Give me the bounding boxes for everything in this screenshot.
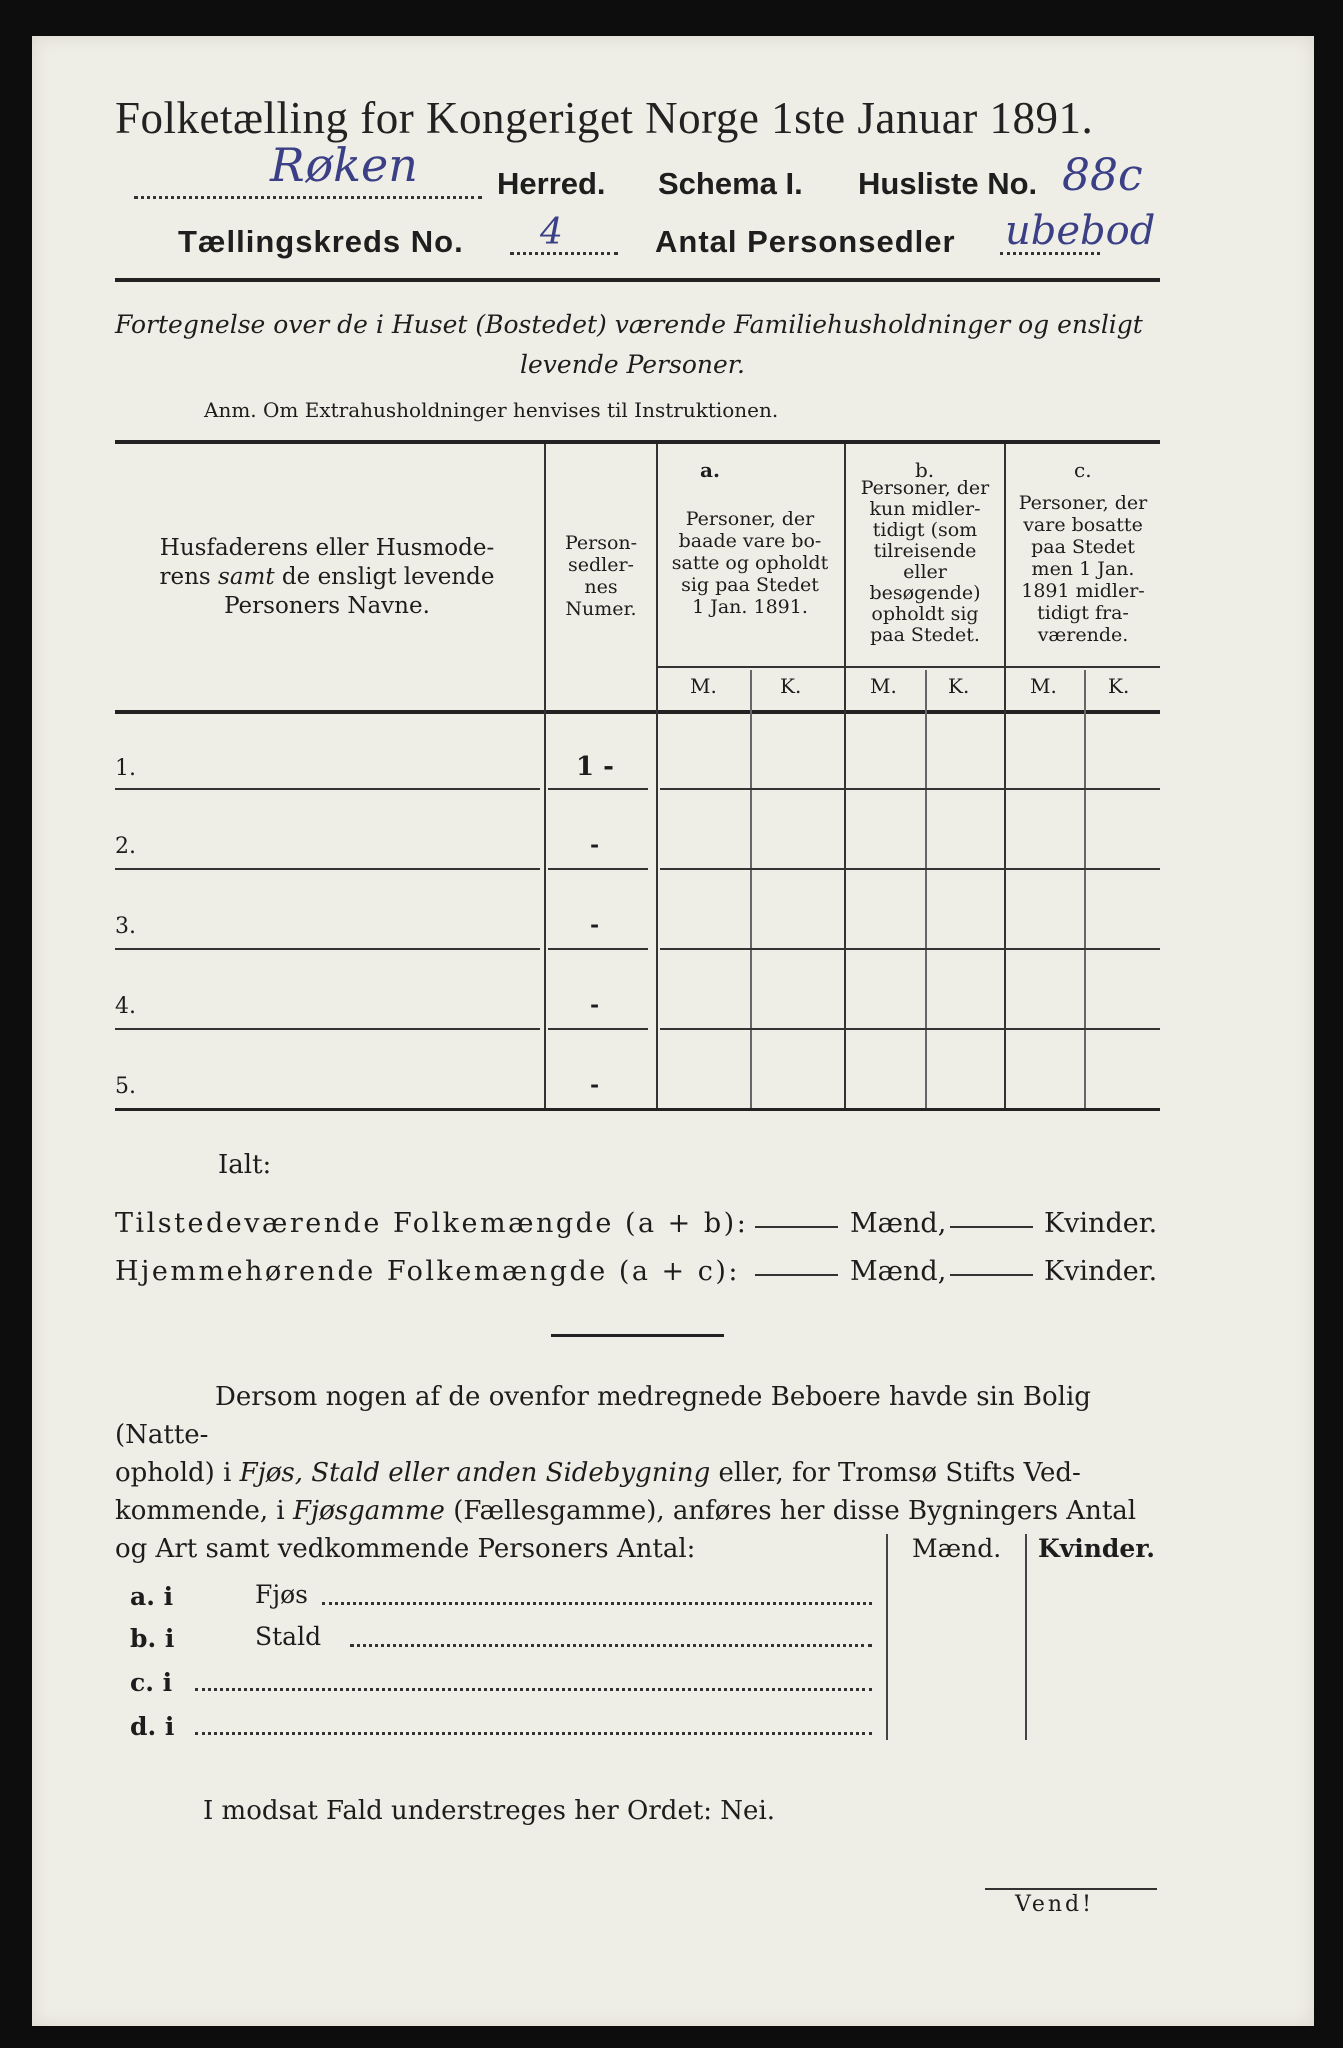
row-4-rule-cols — [660, 1028, 1160, 1030]
row-4-rule-name — [115, 1028, 540, 1030]
building-d-letter: d. i — [130, 1712, 175, 1741]
husliste-handwritten: 88c — [1062, 150, 1143, 201]
form-title: Folketælling for Kongeriget Norge 1ste Januar 1891. — [115, 93, 1094, 143]
col-divider-c-mk — [1084, 670, 1086, 1108]
row-2-value: - — [590, 832, 600, 858]
col-divider-b-mk — [925, 670, 927, 1108]
col-b-letter: b. — [915, 458, 935, 482]
kreds-label: Tællingskreds No. — [178, 224, 464, 259]
kreds-handwritten: 4 — [540, 212, 563, 253]
row-4-value: - — [590, 992, 600, 1018]
buildings-col-maend: Mænd. — [912, 1534, 1002, 1563]
building-a-name: Fjøs — [255, 1580, 308, 1609]
col-header-number — [547, 532, 655, 620]
kreds-dotted-line — [510, 252, 618, 255]
col-num-line: Numer. — [565, 598, 637, 620]
row-1-value: 1 - — [576, 752, 614, 782]
mk-subheader-rule — [656, 666, 1160, 668]
ialt-label: Ialt: — [218, 1150, 272, 1180]
hjemmehorende-label: Hjemmehørende Folkemængde (a + c): — [115, 1256, 740, 1287]
table-bottom-rule — [115, 1108, 1160, 1111]
row-2-rule-num — [548, 868, 648, 870]
col-header-b — [846, 478, 1004, 646]
col-a-line: satte og opholdt — [671, 552, 829, 574]
col-c-line: Personer, der — [1018, 492, 1148, 514]
intro-line2: levende Personer. — [520, 350, 745, 379]
col-divider-a-mk — [750, 670, 752, 1108]
col-b-k: K. — [948, 674, 970, 698]
husliste-label: Husliste No. — [858, 166, 1038, 201]
anm-note: Anm. Om Extrahusholdninger henvises til Instruktionen. — [204, 398, 779, 422]
col-c-line: paa Stedet — [1031, 536, 1135, 558]
col-c-k: K. — [1108, 674, 1130, 698]
col-divider-1 — [544, 444, 546, 1108]
buildings-para-line2: ophold) i Fjøs, Stald eller anden Sidebygning eller, for Tromsø Stifts Ved- — [115, 1458, 1081, 1488]
schema-label: Schema I. — [658, 166, 803, 201]
col-c-line: vare bosatte — [1023, 514, 1143, 536]
col-a-line: sig paa Stedet — [681, 574, 819, 596]
tilstedevaerende-kvinder: Kvinder. — [1044, 1208, 1158, 1239]
col-a-letter: a. — [700, 458, 720, 482]
building-d-dotted-line — [195, 1732, 872, 1735]
hjemmehorende-kvinder-blank — [950, 1274, 1033, 1276]
buildings-col-divider-2 — [1025, 1534, 1027, 1740]
col-b-line: eller — [903, 561, 947, 583]
row-2-rule-name — [115, 868, 540, 870]
row-3-rule-name — [115, 948, 540, 950]
row-3-number: 3. — [115, 914, 136, 939]
herred-label: Herred. — [497, 166, 606, 201]
col-b-line: besøgende) — [869, 582, 981, 604]
col-c-line: men 1 Jan. — [1031, 558, 1135, 580]
hjemmehorende-maend-blank — [755, 1274, 838, 1276]
col-a-line: Personer, der — [685, 508, 815, 530]
col-num-line: sedler- — [568, 554, 634, 576]
building-c-dotted-line — [195, 1688, 872, 1691]
col-header-names-line1: Husfaderens eller Husmode- — [159, 535, 495, 561]
row-3-rule-cols — [660, 948, 1160, 950]
col-header-names — [122, 534, 532, 621]
row-3-value: - — [590, 912, 600, 938]
building-a-letter: a. i — [130, 1582, 174, 1611]
col-b-line: paa Stedet. — [870, 624, 980, 646]
buildings-para-line1: Dersom nogen af de ovenfor medregnede Beboere havde sin Bolig (Natte- — [115, 1382, 1091, 1450]
row-1-number: 1. — [115, 756, 136, 781]
col-header-c — [1006, 492, 1160, 646]
col-c-line: tidigt fra- — [1037, 602, 1129, 624]
row-1-rule-cols — [660, 788, 1160, 790]
col-a-m: M. — [690, 674, 717, 698]
row-5-value: - — [590, 1072, 600, 1098]
col-c-m: M. — [1030, 674, 1057, 698]
col-b-line: Personer, der — [860, 477, 990, 499]
row-5-number: 5. — [115, 1074, 136, 1099]
row-1-rule-num — [548, 788, 648, 790]
col-b-line: opholdt sig — [871, 603, 979, 625]
row-4-number: 4. — [115, 994, 136, 1019]
buildings-col-kvinder: Kvinder. — [1038, 1534, 1155, 1563]
col-header-names-line2: rens samt de ensligt levende — [159, 564, 495, 590]
col-header-names-line3: Personers Navne. — [224, 593, 430, 619]
buildings-paragraph — [115, 1378, 1160, 1568]
col-b-line: kun midler- — [869, 498, 981, 520]
buildings-col-divider-1 — [886, 1534, 888, 1740]
antal-personsedler-label: Antal Personsedler — [655, 224, 956, 259]
tilstedevaerende-maend: Mænd, — [850, 1208, 947, 1239]
col-a-k: K. — [780, 674, 802, 698]
herred-handwritten: Røken — [270, 138, 418, 192]
col-a-line: baade vare bo- — [678, 530, 822, 552]
col-b-line: tilreisende — [873, 540, 977, 562]
header-rule — [115, 278, 1160, 282]
row-3-rule-num — [548, 948, 648, 950]
antal-handwritten: ubebod — [1005, 208, 1156, 254]
vend-rule — [985, 1888, 1157, 1890]
col-num-line: Person- — [564, 532, 638, 554]
buildings-para-line4: og Art samt vedkommende Personers Antal: — [115, 1534, 696, 1564]
intro-line1: Fortegnelse over de i Huset (Bostedet) værende Familiehusholdninger og ensligt — [115, 310, 1143, 339]
vend-label: Vend! — [1015, 1892, 1094, 1917]
building-b-dotted-line — [350, 1644, 872, 1647]
row-4-rule-num — [548, 1028, 648, 1030]
herred-dotted-line — [134, 196, 482, 199]
hjemmehorende-kvinder: Kvinder. — [1044, 1256, 1158, 1287]
building-a-dotted-line — [322, 1602, 872, 1605]
row-1-rule-name — [115, 788, 540, 790]
hjemmehorende-maend: Mænd, — [850, 1256, 947, 1287]
tilstedevaerende-label: Tilstedeværende Folkemængde (a + b): — [115, 1208, 749, 1239]
col-a-line: 1 Jan. 1891. — [692, 596, 808, 618]
col-b-m: M. — [870, 674, 897, 698]
tilstedevaerende-kvinder-blank — [950, 1226, 1033, 1228]
col-b-line: tidigt (som — [872, 519, 978, 541]
tilstedevaerende-maend-blank — [755, 1226, 838, 1228]
col-c-line: værende. — [1037, 624, 1129, 646]
col-c-letter: c. — [1074, 458, 1092, 482]
row-2-number: 2. — [115, 834, 136, 859]
section-divider — [551, 1334, 724, 1337]
nei-instruction: I modsat Fald understreges her Ordet: Nei. — [203, 1796, 776, 1826]
col-header-a — [658, 508, 842, 618]
building-b-name: Stald — [255, 1622, 322, 1651]
col-num-line: nes — [584, 576, 618, 598]
row-2-rule-cols — [660, 868, 1160, 870]
building-c-letter: c. i — [130, 1668, 173, 1697]
col-c-line: 1891 midler- — [1021, 580, 1145, 602]
buildings-para-line3: kommende, i Fjøsgamme (Fællesgamme), anføres her disse Bygningers Antal — [115, 1496, 1137, 1526]
building-b-letter: b. i — [130, 1624, 175, 1653]
